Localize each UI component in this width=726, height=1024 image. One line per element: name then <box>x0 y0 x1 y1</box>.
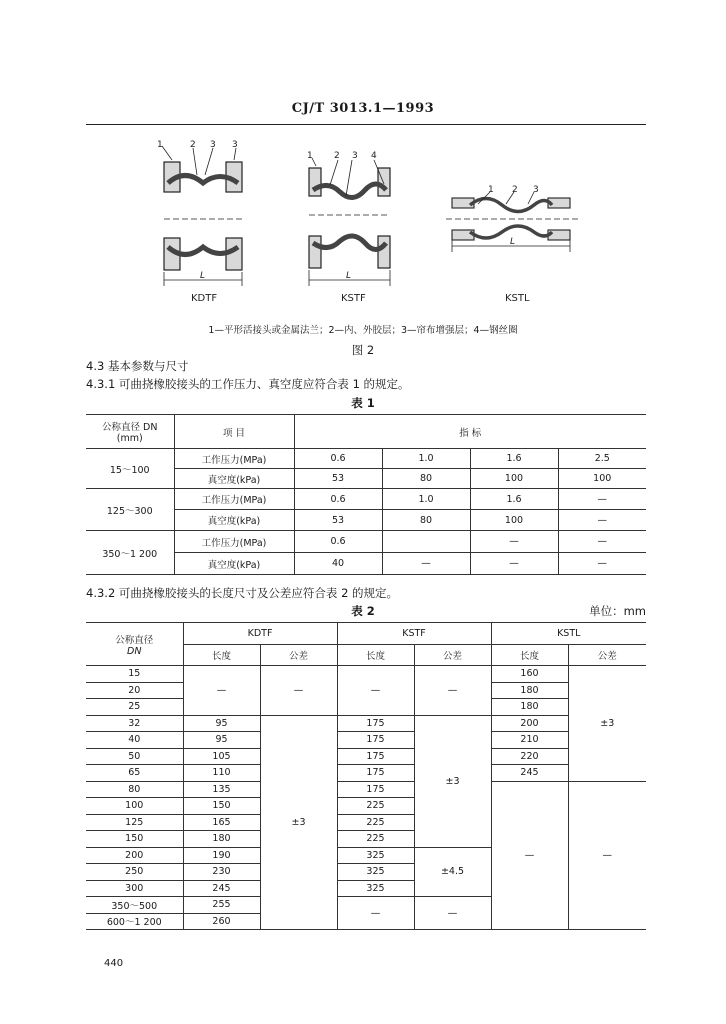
table-row: 150 180 225 <box>86 831 646 848</box>
table-row: 真空度(kPa) 53 80 100 — <box>86 510 646 531</box>
table-row: 20 180 <box>86 682 646 699</box>
table-row: 40 95 175 210 <box>86 732 646 749</box>
table-row: 15 — — — — 160 ±3 <box>86 666 646 683</box>
kdtf-name: KDTF <box>191 293 218 304</box>
table-1-header-item: 项 目 <box>174 415 294 449</box>
table-1 <box>86 414 646 575</box>
table-row: 50 105 175 220 <box>86 748 646 765</box>
section-4-3-1: 4.3.1 可曲挠橡胶接头的工作压力、真空度应符合表 1 的规定。 <box>86 377 410 391</box>
kstl-length-label: L <box>510 237 516 247</box>
table-row: 真空度(kPa) 53 80 100 100 <box>86 469 646 489</box>
table-1-title: 表 1 <box>351 396 375 410</box>
table-2-header-kstf: KSTF <box>337 623 491 645</box>
table-row: 25 180 <box>86 699 646 716</box>
table-row: 300 245 325 <box>86 880 646 897</box>
page-number: 440 <box>104 958 124 969</box>
figure-caption: 图 2 <box>351 343 375 357</box>
table-row: 100 150 225 <box>86 798 646 815</box>
table-row: 125～300 工作压力(MPa) 0.6 1.0 1.6 — <box>86 489 646 510</box>
kstf-drawing <box>309 158 390 286</box>
table-2-header-kstl: KSTL <box>491 623 646 645</box>
table-row: 350～500 255 — — <box>86 897 646 914</box>
kdtf-length-label: L <box>200 271 206 281</box>
figure-legend: 1—平形活接头或金属法兰；2—内、外胶层；3—帘布增强层；4—钢丝圈 <box>208 325 518 336</box>
kstf-callout-1: 1 <box>307 151 313 161</box>
section-4-3: 4.3 基本参数与尺寸 <box>86 359 189 373</box>
kdtf-drawing <box>162 146 242 286</box>
table-2-unit: 单位：mm <box>589 604 646 618</box>
page-header: CJ/T 3013.1—1993 <box>291 101 435 116</box>
figure-2-drawings <box>0 130 726 315</box>
kstf-callout-4: 4 <box>371 151 377 161</box>
kstl-callout-1: 1 <box>488 185 494 195</box>
kstl-callout-2: 2 <box>512 185 518 195</box>
table-row: 125 165 225 <box>86 814 646 831</box>
table-row: 65 110 175 245 <box>86 765 646 782</box>
kdtf-callout-3b: 3 <box>232 140 238 150</box>
kstl-name: KSTL <box>505 293 530 304</box>
table-row: 250 230 325 <box>86 864 646 881</box>
table-row: 80 135 175 — — <box>86 781 646 798</box>
kdtf-callout-1: 1 <box>157 140 163 150</box>
kstl-callout-3: 3 <box>533 185 539 195</box>
table-2: 公称直径 DN KDTF KSTF KSTL 长度 公差 长度 公差 长度 公差 15 — — — — 160 ±3 20 180 25 180 32 95 ±3 175 ±3 200 40 95 175 210 50 105 175 220 65 110 175 245 80 135 175 — — 100 150 225 125 165 225 150 180 225 200 190 325 ±4.5 250 230 325 300 245 325 350～500 255 — — 600～1 200 260 <box>86 622 646 930</box>
kstf-name: KSTF <box>341 293 366 304</box>
kstf-callout-2: 2 <box>334 151 340 161</box>
table-1-header-dn: 公称直径 DN (mm) <box>86 415 174 449</box>
table-2-header-kdtf: KDTF <box>183 623 337 645</box>
table-row: 32 95 ±3 175 ±3 200 <box>86 715 646 732</box>
table-row: 200 190 325 ±4.5 <box>86 847 646 864</box>
kstf-length-label: L <box>346 271 352 281</box>
table-row: 15～100 工作压力(MPa) 0.6 1.0 1.6 2.5 <box>86 449 646 469</box>
table-row: 350～1 200 工作压力(MPa) 0.6 — — <box>86 531 646 553</box>
table-1-header-index: 指 标 <box>294 415 646 449</box>
header-rule <box>86 124 646 125</box>
table-row: 600～1 200 260 <box>86 913 646 930</box>
table-2-header-dn: 公称直径 DN <box>86 623 183 666</box>
table-2-title: 表 2 <box>351 604 375 618</box>
kdtf-callout-3a: 3 <box>210 140 216 150</box>
table-row: 真空度(kPa) 40 — — — <box>86 553 646 575</box>
kdtf-callout-2: 2 <box>190 140 196 150</box>
section-4-3-2: 4.3.2 可曲挠橡胶接头的长度尺寸及公差应符合表 2 的规定。 <box>86 586 399 600</box>
kstf-callout-3: 3 <box>352 151 358 161</box>
